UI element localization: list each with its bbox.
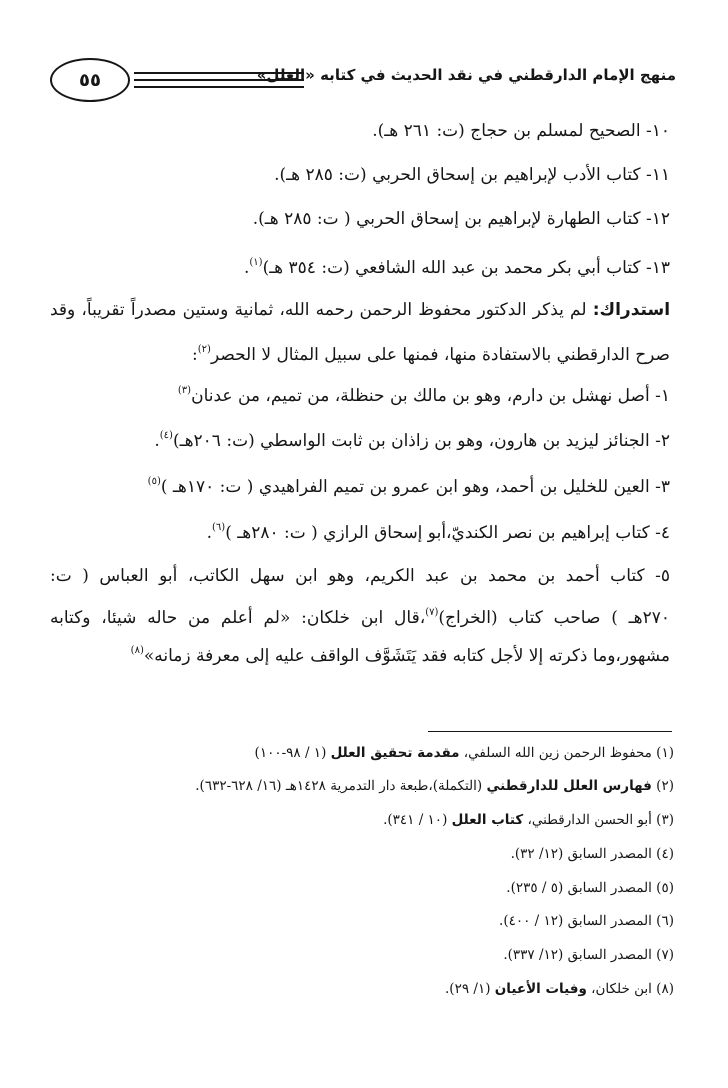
footnote-ref: (٥)	[147, 476, 161, 487]
footnote-ref: (٧)	[425, 607, 439, 618]
source-item-2: ٢- الجنائز ليزيد بن هارون، وهو بن زاذان بن ثابت الواسطي (ت: ٢٠٦هـ)$^{(٤)}$.	[154, 430, 670, 451]
footnote-3: (٣) أبو الحسن الدارقطني، كتاب العلل (١٠ / ٣٤١).	[383, 812, 674, 828]
footnote-ref: (١)	[249, 257, 263, 268]
footnote-separator	[428, 731, 672, 732]
list-item-12: ١٢- كتاب الطهارة لإبراهيم بن إسحاق الحربي ( ت: ٢٨٥ هـ).	[252, 209, 670, 229]
footnote-5: (٥) المصدر السابق (٥ / ٢٣٥).	[506, 880, 674, 896]
page-number-badge	[50, 58, 130, 102]
footnote-ref: (٢)	[197, 344, 211, 355]
list-item-10: ١٠- الصحيح لمسلم بن حجاج (ت: ٢٦١ هـ).	[372, 121, 670, 141]
footnote-7: (٧) المصدر السابق (١٢/ ٣٣٧).	[503, 947, 674, 963]
header-rule-top	[134, 72, 304, 74]
list-item-11: ١١- كتاب الأدب لإبراهيم بن إسحاق الحربي (ت: ٢٨٥ هـ).	[274, 165, 670, 185]
paragraph-line: ٢٧٠هـ ) صاحب كتاب (الخراج)$^{(٧)}$،قال ابن خلكان: «لم أعلم من حاله شيئا، وكتابه	[50, 607, 670, 628]
istidrak-label: استدراك:	[592, 300, 671, 320]
header-rule-middle	[134, 79, 304, 81]
footnote-8: (٨) ابن خلكان، وفيات الأعيان (١/ ٢٩).	[445, 981, 674, 997]
footnote-ref: (٣)	[177, 385, 192, 396]
footnote-1: (١) محفوظ الرحمن زين الله السلفي، مقدمة تحقيق العلل (١ / ٩٨-١٠٠)	[254, 745, 674, 761]
paragraph-line: استدراك: لم يذكر الدكتور محفوظ الرحمن رحمه الله، ثمانية وستين مصدراً تقريباً، وقد	[50, 300, 671, 320]
footnote-6: (٦) المصدر السابق (١٢ / ٤٠٠).	[499, 913, 674, 929]
footnote-ref: (٤)	[159, 430, 173, 441]
source-item-1: ١- أصل نهشل بن دارم، وهو بن مالك بن حنظلة، من تميم، من عدنان$^{(٣)}$	[177, 385, 670, 406]
paragraph-line: مشهور،وما ذكرته إلا لأجل كتابه فقد يَتَشَوَّف الواقف عليه إلى معرفة زمانه»$^{(٨)}$	[130, 645, 670, 666]
paragraph-line: صرح الدارقطني بالاستفادة منها، فمنها على سبيل المثال لا الحصر$^{(٢)}$:	[192, 344, 670, 365]
footnote-2: (٢) فهارس العلل للدارقطني (التكملة)،طبعة دار التدمرية ١٤٢٨هـ (١٦/ ٦٢٨-٦٣٢).	[195, 778, 674, 794]
footnote-ref: (٦)	[212, 522, 226, 533]
list-item-13: ١٣- كتاب أبي بكر محمد بن عبد الله الشافعي (ت: ٣٥٤ هـ)$^{(١)}$.	[243, 257, 670, 278]
running-header-title: منهج الإمام الدارقطني في نقد الحديث في كتابه «العلل»	[256, 66, 676, 84]
footnote-ref: (٨)	[130, 645, 144, 656]
source-item-4: ٤- كتاب إبراهيم بن نصر الكنديّ،أبو إسحاق الرازي ( ت: ٢٨٠هـ )$^{(٦)}$.	[206, 522, 670, 543]
page-number: ٥٥	[79, 69, 101, 91]
footnote-4: (٤) المصدر السابق (١٢/ ٣٢).	[510, 846, 674, 862]
header-rule-bottom	[134, 86, 304, 88]
source-item-3: ٣- العين للخليل بن أحمد، وهو ابن عمرو بن تميم الفراهيدي ( ت: ١٧٠هـ )$^{(٥)}$	[147, 476, 670, 497]
source-item-5: ٥- كتاب أحمد بن محمد بن عبد الكريم، وهو ابن سهل الكاتب، أبو العباس ( ت:	[50, 566, 670, 586]
